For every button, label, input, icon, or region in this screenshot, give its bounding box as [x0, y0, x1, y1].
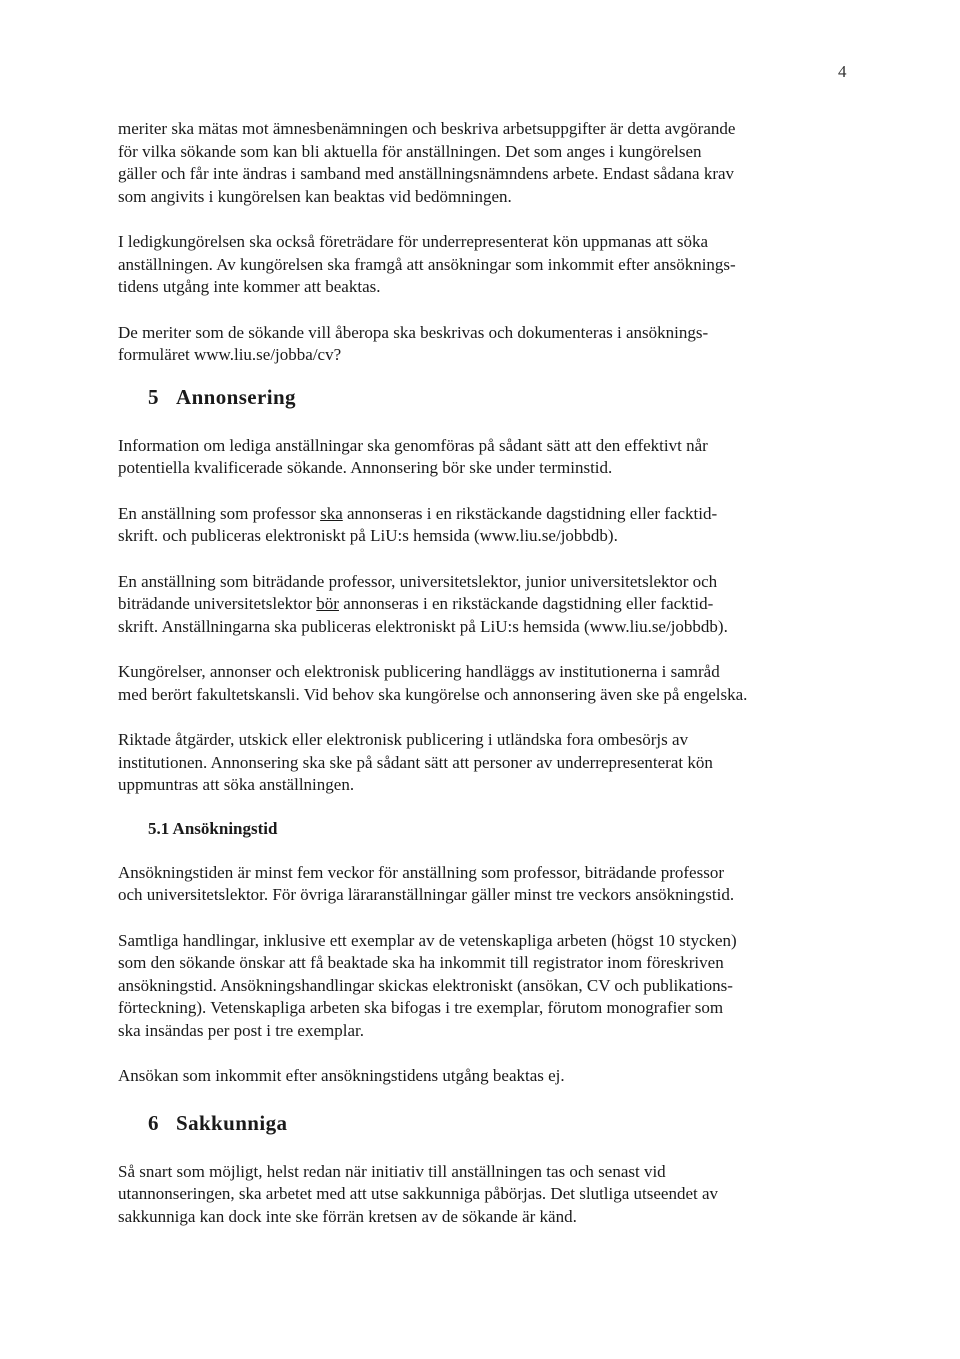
text-line: för vilka sökande som kan bli aktuella för anställningen. Det som anges i kungörelsen: [118, 141, 702, 161]
text-line: och universitetslektor. För övriga läraranställningar gäller minst tre veckors ansökningstid.: [118, 885, 735, 904]
text-line: potentiella kvalificerade sökande. Annonsering bör ske under terminstid.: [118, 458, 613, 477]
text-line: Ansökningstiden är minst fem veckor för anställning som professor, biträdande professor: [118, 862, 724, 882]
paragraph: [118, 435, 848, 480]
paragraph: [118, 729, 848, 797]
text-line: skrift. Anställningarna ska publiceras elektroniskt på LiU:s hemsida (www.liu.se/jobbdb).: [118, 616, 728, 636]
text-line: Kungörelser, annonser och elektronisk publicering handläggs av institutionerna i samråd: [118, 662, 720, 681]
text-line: De meriter som de sökande vill åberopa ska beskrivas och dokumenteras i ansöknings-: [118, 322, 709, 342]
text-line: Information om lediga anställningar ska genomföras på sådant sätt att den effektivt når: [118, 435, 708, 455]
page-number: 4: [838, 62, 847, 81]
section-heading-6: [148, 1111, 848, 1136]
text-line: meriter ska mätas mot ämnesbenämningen och beskriva arbetsuppgifter är detta avgörande: [118, 119, 736, 138]
text-run: annonseras i en rikstäckande dagstidning eller facktid-: [338, 594, 714, 613]
text-line: anställningen. Av kungörelsen ska framgå att ansökningar som inkommit efter ansöknings-: [118, 254, 736, 274]
paragraph: [118, 862, 848, 907]
text-line: Så snart som möjligt, helst redan när initiativ till anställningen tas och senast vid: [118, 1161, 666, 1181]
text-line: som den sökande önskar att få beaktade ska ha inkommit till registrator inom föreskriven: [118, 953, 724, 972]
text-line: som angivits i kungörelsen kan beaktas vid bedömningen.: [118, 186, 512, 206]
text-line: En anställning som biträdande professor, universitetslektor, junior universitetslektor och: [118, 571, 718, 591]
text-line: Riktade åtgärder, utskick eller elektronisk publicering i utländska fora ombesörjs av: [118, 730, 689, 749]
paragraph: [118, 322, 848, 367]
section-title: Sakkunniga: [176, 1110, 288, 1135]
paragraph: [118, 661, 848, 706]
emphasis-underline: bör: [316, 594, 339, 613]
text-run: En anställning som professor: [118, 503, 321, 523]
paragraph: [118, 118, 848, 208]
emphasis-underline: ska: [320, 503, 343, 523]
text-line: institutionen. Annonsering ska ske på sådant sätt att personer av underrepresenterat kön: [118, 752, 713, 772]
text-line: tidens utgång inte kommer att beaktas.: [118, 277, 381, 296]
paragraph: [118, 1161, 848, 1229]
paragraph: [118, 231, 848, 299]
text-line: Ansökan som inkommit efter ansökningstidens utgång beaktas ej.: [118, 1066, 565, 1085]
section-number: 5: [148, 384, 159, 409]
text-line: I ledigkungörelsen ska också företrädare för underrepresenterat kön uppmanas att söka: [118, 232, 709, 251]
text-run: annonseras i en rikstäckande dagstidning eller facktid-: [342, 503, 718, 523]
section-heading-5: [148, 385, 848, 410]
text-line: skrift. och publiceras elektroniskt på LiU:s hemsida (www.liu.se/jobbdb).: [118, 526, 618, 545]
text-line: formuläret www.liu.se/jobba/cv?: [118, 345, 342, 364]
text-line: uppmuntras att söka anställningen.: [118, 775, 355, 794]
text-line: sakkunniga kan dock inte ske förrän kretsen av de sökande är känd.: [118, 1206, 577, 1226]
text-run: biträdande universitetslektor: [118, 594, 317, 613]
paragraph: [118, 571, 848, 639]
paragraph: [118, 503, 848, 548]
text-line: förteckning). Vetenskapliga arbeten ska bifogas i tre exemplar, förutom monografier som: [118, 998, 724, 1017]
section-number: 6: [148, 1110, 159, 1135]
paragraph: [118, 1065, 848, 1088]
text-line: gäller och får inte ändras i samband med anställningsnämndens arbete. Endast sådana krav: [118, 164, 735, 183]
section-heading-5-1: 5.1 Ansökningstid: [148, 818, 278, 838]
paragraph: [118, 930, 848, 1043]
text-line: ansökningstid. Ansökningshandlingar skickas elektroniskt (ansökan, CV och publikations-: [118, 975, 733, 995]
text-line: [118, 503, 848, 526]
page-content: [118, 118, 848, 1228]
section-title: Annonsering: [176, 384, 296, 409]
text-line: utannonseringen, ska arbetet med att utse sakkunniga påbörjas. Det slutliga utseendet av: [118, 1184, 719, 1203]
text-line: med berört fakultetskansli. Vid behov ska kungörelse och annonsering även ske på engelska.: [118, 684, 748, 704]
text-line: ska insändas per post i tre exemplar.: [118, 1020, 364, 1040]
text-line: Samtliga handlingar, inklusive ett exemplar av de vetenskapliga arbeten (högst 10 stycken): [118, 930, 737, 950]
text-line: [118, 593, 848, 616]
